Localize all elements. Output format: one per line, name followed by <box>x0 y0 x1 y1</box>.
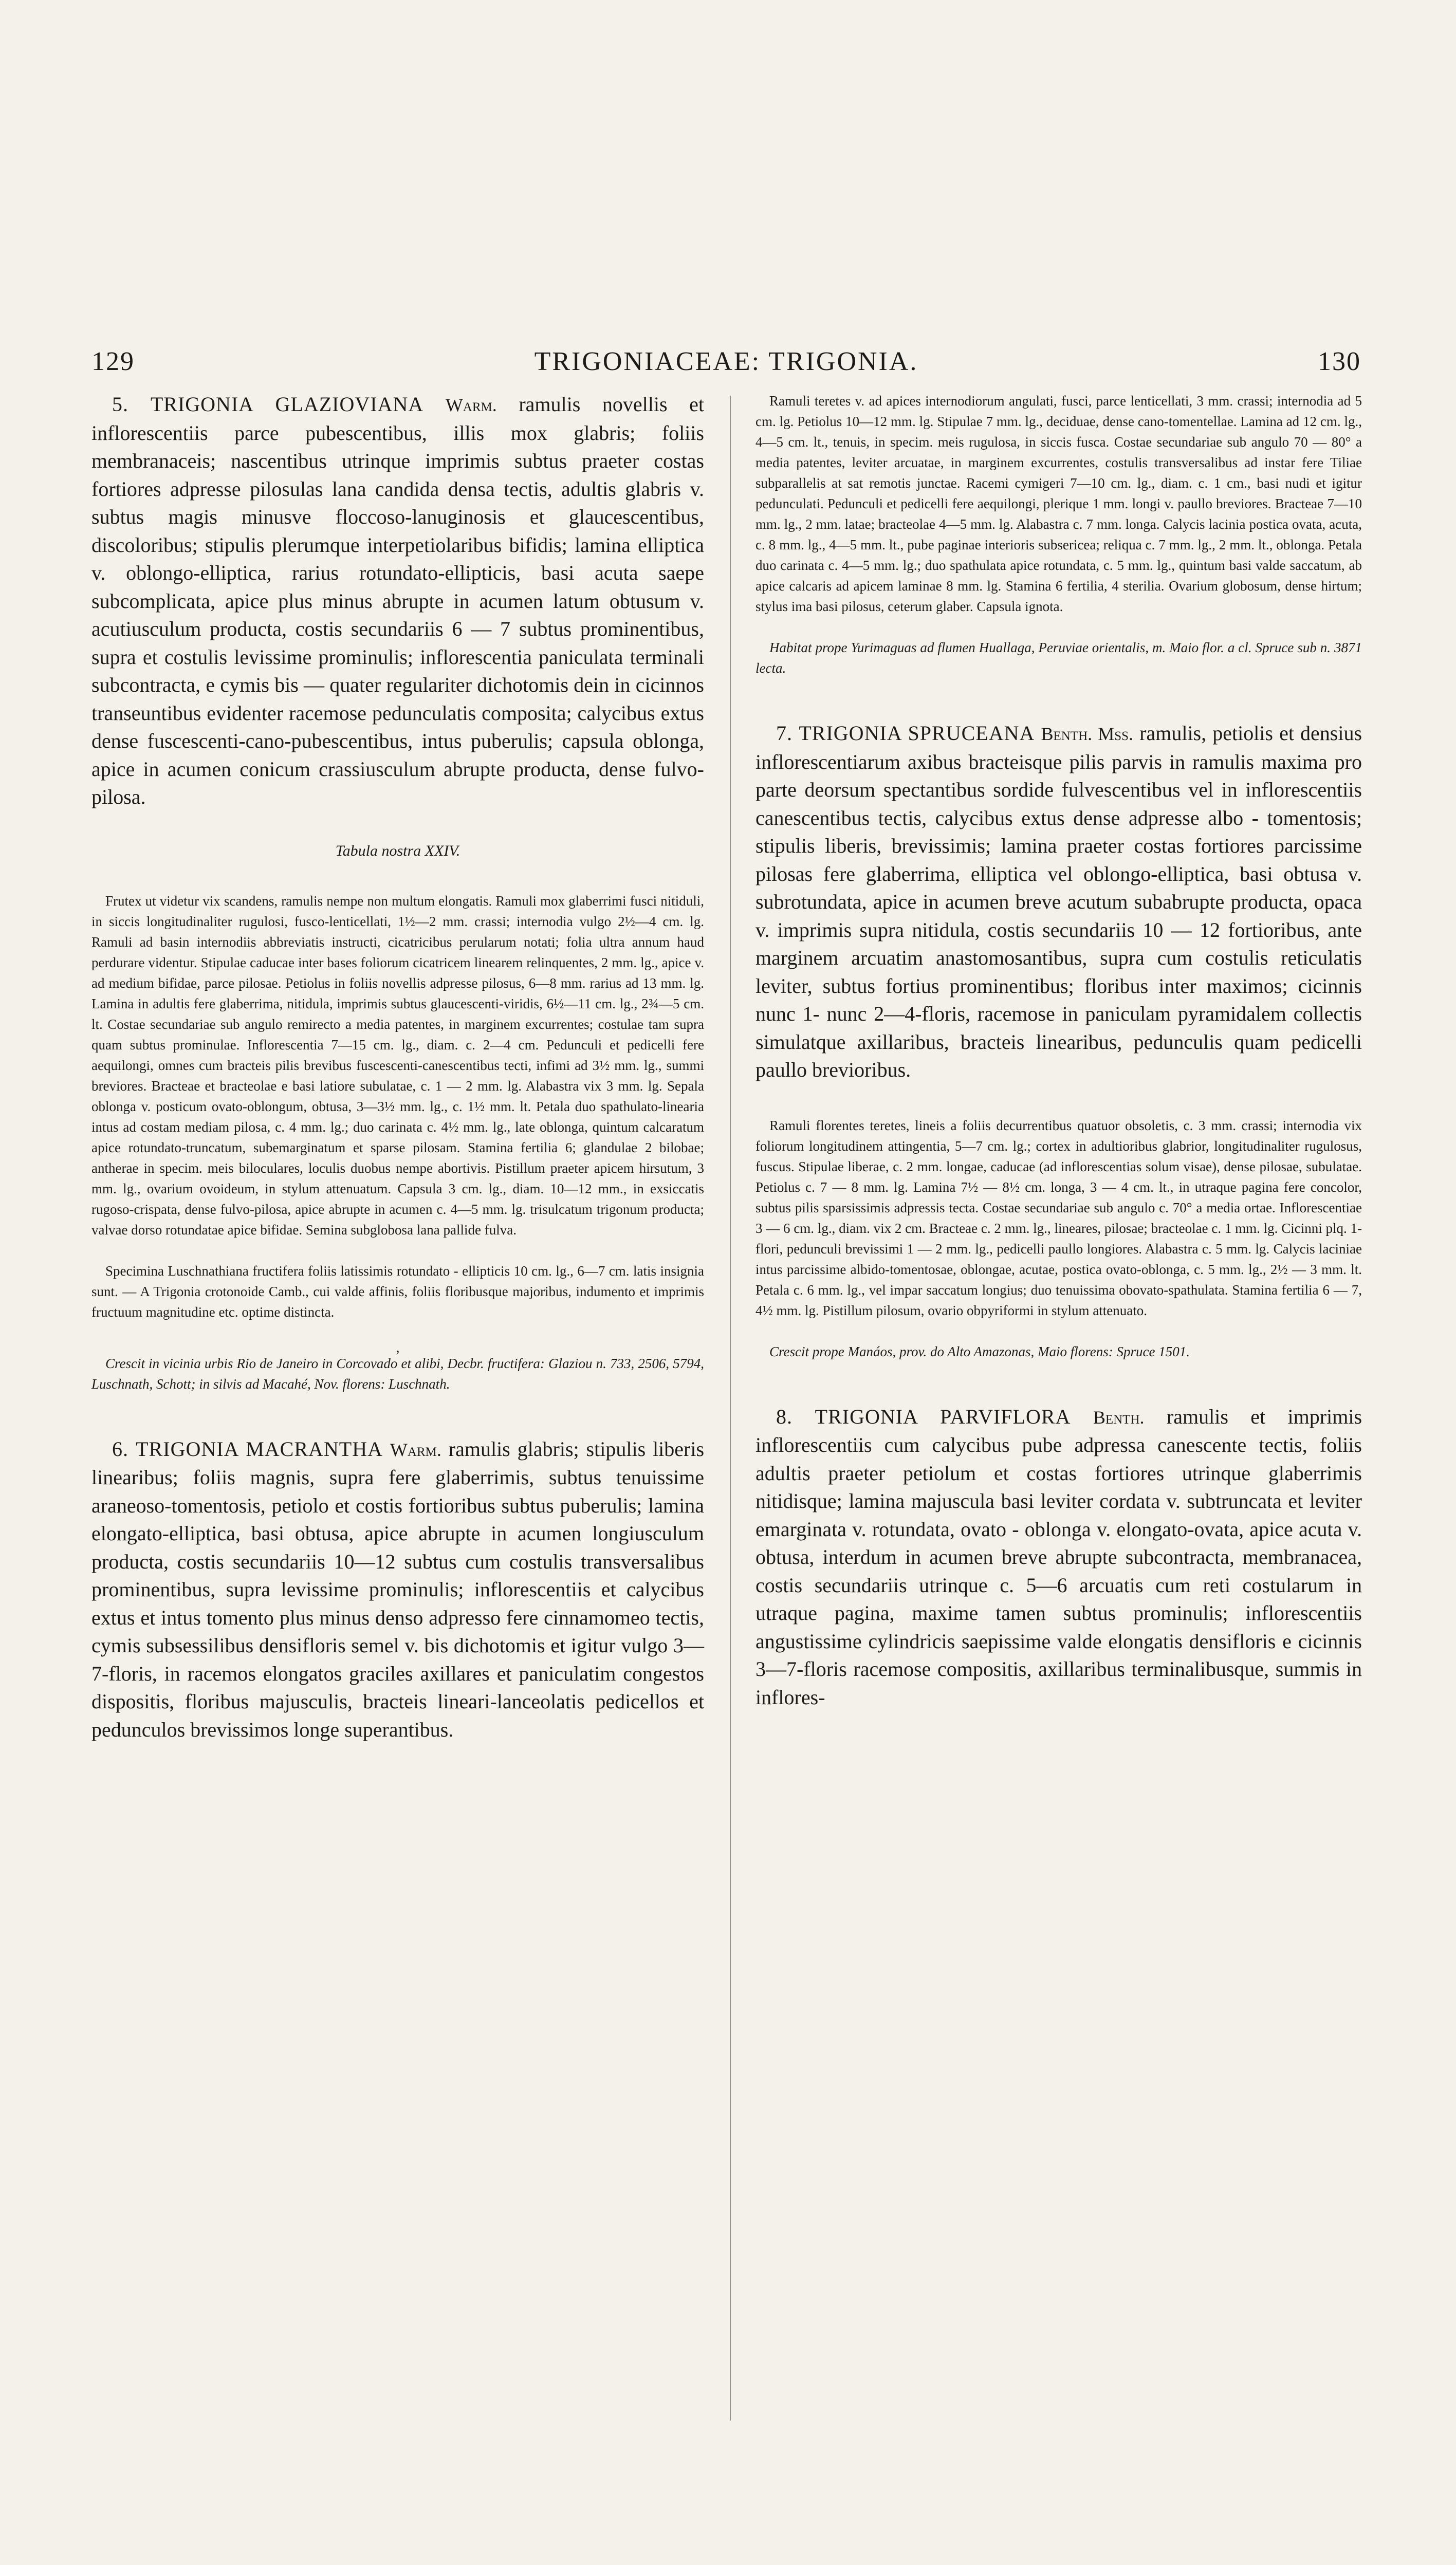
running-header <box>91 343 1361 379</box>
species-5-habitat: Crescit in vicinia urbis Rio de Janeiro in Corcovado et alibi, Decbr. fructifera: Glaziou n. 733, 2506, 5794, Luschnath, Schott; in silvis ad Macahé, Nov. florens: Luschnath. <box>91 1355 704 1392</box>
species-8-diagnosis-block <box>755 1403 1362 1712</box>
species-5-diagnosis: ramulis novellis et inflorescentiis parce pubescentibus, illis mox glabris; foliis membranaceis; nascentibus utrinque imprimis subtus praeter costas fortiores adpresse pilosulas lana candida densa tectis, adultis glabris v. subtus magis minusve floccoso-lanuginosis et glaucescentibus, discoloribus; stipulis plerumque interpetiolaribus bifidis; lamina elliptica v. oblongo-elliptica, rarius rotundato-ellipticis, basi acuta saepe subcomplicata, apice plus minus abrupte in acumen latum obtusum v. acutiusculum producta, costis secundariis 6 — 7 subtus prominentibus, supra et costulis levissime prominulis; inflorescentia paniculata terminali subcontracta, e cymis bis — quater regulariter dichotomis dein in cicinnos transeuntibus evidenter racemose pedunculatis composita; calycibus extus dense fuscescenti-cano-pubescentibus, intus puberulis; capsula oblonga, apice in acumen conicum crassiusculum abrupte producta, dense fulvo-pilosa. <box>91 393 705 808</box>
species-7-habitat: Crescit prope Manáos, prov. do Alto Amazonas, Maio florens: Spruce 1501. <box>769 1343 1190 1359</box>
species-7-diagnosis-block <box>755 719 1362 1084</box>
right-column <box>755 391 1362 1711</box>
species-8-diagnosis: ramulis et imprimis inflorescentiis cum calycibus pube adpressa canescente tectis, foliis adultis praeter petiolum et costas fortiores utrinque glaberrimis nitidisque; lamina majuscula basi leviter cordata v. subtruncata et leviter emarginata v. rotundata, ovato - oblonga v. elongato-ovata, apice acuta v. obtusa, interdum in acumen breve abrupte subcontracta, membranacea, costis secundariis utrinque c. 5—6 arcuatis cum reti costularum in utraque pagina, maxime tamen subtus prominulis; inflorescentiis angustissime cylindricis saepissime valde elongatis densifloris e cicinnis 3—7-floris racemose compositis, axillaribus terminalibusque, summis in inflores- <box>755 1405 1362 1709</box>
page-number-right: 130 <box>1317 346 1361 376</box>
separator-mark: , <box>396 1339 400 1356</box>
species-8-author: Benth. <box>1093 1407 1145 1428</box>
species-5-specimina: Specimina Luschnathiana fructifera foliis latissimis rotundato - ellipticis 10 cm. lg., 6—7 cm. latis insignia sunt. — A Trigonia crotonoide Camb., cui valde affinis, foliis floribusque majoribus, indumento et imprimis fructuum magnitudine etc. optime distincta. <box>91 1263 704 1320</box>
species-6-habitat: Habitat prope Yurimaguas ad flumen Huallaga, Peruviae orientalis, m. Maio flor. a cl. Spruce sub n. 3871 lecta. <box>755 640 1362 676</box>
species-5-description: Frutex ut videtur vix scandens, ramulis nempe non multum elongatis. Ramuli mox glaberrimi fusci nitiduli, in siccis longitudinaliter rugulosi, fusco-lenticellati, 1½—2 mm. crassi; internodia vulgo 2½—4 cm. lg. Ramuli ad basin internodiis abbreviatis instructi, cicatricibus perularum notati; folia ultra annum haud perdurare videntur. Stipulae caducae inter bases foliorum cicatricem linearem relinquentes, 2 mm. lg., apice v. ad medium bifidae, parce pilosae. Petiolus in foliis novellis adpresse pilosus, 6—8 mm. rarius ad 13 mm. lg. Lamina in adultis fere glaberrima, nitidula, imprimis subtus glaucescenti-viridis, 6½—11 cm. lg., 2¾—5 cm. lt. Costae secundariae sub angulo remirecto a media patentes, in marginem excurrentes; costulae tam supra quam subtus prominulae. Inflorescentia 7—15 cm. lg., diam. c. 2—4 cm. Pedunculi et pedicelli fere aequilongi, omnes cum bracteis pilis brevibus fuscescenti-canescentibus tecti, infimi ad 3½ mm. lg., summi breviores. Bracteae et bracteolae e basi latiore subulatae, c. 1 — 2 mm. lg. Alabastra vix 3 mm. lg. Sepala oblonga v. posticum ovato-oblongum, obtusa, 3—3½ mm. lg., c. 1½ mm. lt. Petala duo spathulato-linearia intus ad costam mediam pilosa, c. 4 mm. lg.; duo carinata c. 4½ mm. lg., late oblonga, quintum calcaratum apice rotundato-truncatum, subemarginatum et sparse pilosam. Stamina fertilia 6; glandulae 2 bilobae; antherae in specim. meis biloculares, loculis duobus nempe abortivis. Pistillum praeter apicem hirsutum, 3 mm. lg., ovarium ovoideum, in stylum attenuatum. Capsula 3 cm. lg., diam. 10—12 mm., in exsiccatis rugoso-crispata, dense fulvo-pilosa, apice abrupte in acumen c. 4—5 mm. lg. trisulcatum trigonum producta; valvae dorso rotundatae apice bifidae. Semina subglobosa lana pallide fulva. <box>91 893 704 1238</box>
species-7-name: 7. TRIGONIA SPRUCEANA <box>776 722 1035 745</box>
species-5-name: 5. TRIGONIA GLAZIOVIANA <box>112 393 424 416</box>
page-number-left: 129 <box>91 346 135 376</box>
running-title: TRIGONIACEAE: TRIGONIA. <box>534 346 918 376</box>
species-6-diagnosis: ramulis glabris; stipulis liberis linearibus; foliis magnis, supra fere glaberrimis, subtus tenuissime araneoso-tomentosis, petiolo et costis fortioribus subtus puberulis; lamina elongato-elliptica, basi obtusa, apice abrupte in acumen longiusculum producta, costis secundariis 10—12 subtus cum costulis transversalibus prominentibus, supra levissime prominulis; inflorescentiis et calycibus extus et intus tomento plus minus denso adpresso fere cinnamomeo tectis, cymis subsessilibus densifloris semel v. bis dichotomis et igitur vulgo 3—7-floris, in racemos elongatos graciles axillares et paniculatim congestos dispositis, floribus majusculis, bracteis lineari-lanceolatis pedicellos et pedunculos brevissimos longe superantibus. <box>91 1437 705 1741</box>
left-column <box>91 391 704 1744</box>
species-8-name: 8. TRIGONIA PARVIFLORA <box>776 1405 1071 1428</box>
column-divider <box>730 396 731 2421</box>
species-6-name: 6. TRIGONIA MACRANTHA <box>112 1437 383 1461</box>
plate-reference: Tabula nostra XXIV. <box>335 842 460 859</box>
species-7-description: Ramuli florentes teretes, lineis a foliis decurrentibus quatuor obsoletis, c. 3 mm. crassi; internodia vix foliorum longitudinem attingentia, 5—7 cm. lg.; cortex in adultioribus glabrior, longitudinaliter rugulosus, fuscus. Stipulae liberae, c. 2 mm. longae, caducae (ad inflorescentias solum visae), dense pilosae, subulatae. Petiolus c. 7 — 8 mm. lg. Lamina 7½ — 8½ cm. longa, 3 — 4 cm. lt., in utraque pagina fere concolor, subtus pilis sparsissimis adpressis tecta. Costae secundariae sub angulo c. 70° a media ortae. Inflorescentiae 3 — 6 cm. lg., diam. vix 2 cm. Bracteae c. 2 mm. lg., lineares, pilosae; bracteolae c. 1 mm. lg. Cicinni plq. 1-flori, pedunculi brevissimi 1 — 2 mm. lg., pedicelli paullo longiores. Alabastra c. 5 mm. lg. Calycis laciniae intus parcissime albido-tomentosae, oblongae, acutae, postica ovato-oblonga, c. 5 mm. lg., 2½ — 3 mm. lt. Petala c. 6 mm. lg., vel impar saccatum longius; duo tenuissima obovato-spathulata. Stamina fertilia 6 — 7, 4½ mm. lg. Pistillum pilosum, ovario obpyriformi in stylum attenuato. <box>755 1117 1362 1318</box>
species-5-author: Warm. <box>445 395 497 415</box>
species-6-author: Warm. <box>390 1439 441 1460</box>
species-5-diagnosis-block <box>91 391 704 811</box>
species-7-author: Benth. Mss. <box>1041 724 1134 744</box>
species-6-description: Ramuli teretes v. ad apices internodiorum angulati, fusci, parce lenticellati, 3 mm. crassi; internodia ad 5 cm. lg. Petiolus 10—12 mm. lg. Stipulae 7 mm. lg., deciduae, dense cano-tomentellae. Lamina ad 12 cm. lg., 4—5 cm. lt., tenuis, in specim. meis rugulosa, in siccis fusca. Costae secundariae sub angulo 70 — 80° a media patentes, leviter arcuatae, in marginem excurrentes, costulis transversalibus ad instar fere Tiliae subparallelis at sat remotis junctae. Racemi cymigeri 7—10 cm. lg., diam. c. 1 cm., basi nudi et igitur pedunculati. Pedunculi et pedicelli fere aequilongi, plerique 1 mm. longi v. paullo breviores. Bracteae 7—10 mm. lg., 2 mm. latae; bracteolae 4—5 mm. lg. Alabastra c. 7 mm. longa. Calycis lacinia postica ovata, acuta, c. 8 mm. lg., 4—5 mm. lt., pube paginae interioris subsericea; reliqua c. 7 mm. lg., 2 mm. lt., oblonga. Petala duo carinata c. 4—5 mm. lg.; duo spathulata apice rotundata, c. 5 mm. lg., quintum basi valde saccatum, ab apice calcaris ad apicem laminae 8 mm. lg. Stamina 6 fertilia, 4 sterilia. Ovarium globosum, dense hirtum; stylus ima basi pilosus, ceterum glaber. Capsula ignota. <box>755 393 1362 614</box>
species-7-diagnosis: ramulis, petiolis et densius inflorescentiarum axibus bracteisque pilis parvis in ramulis maxima pro parte deorsum spectantibus sordide fulvescentibus vel in inflorescentiis canescentibus tectis, calycibus extus dense adpresse albo - tomentosis; stipulis liberis, brevissimis; lamina praeter costas fortiores parcissime pilosas fere glaberrima, elliptica vel oblongo-elliptica, basi obtusa v. subrotundata, apice in acumen breve acutum subabrupte producta, opaca v. imprimis supra nitidula, costis secundariis 10 — 12 fortioribus, ante marginem arcuatim anastomosantibus, supra cum costulis reticulatis leviter, subtus fortius prominentibus; floribus inter maximos; cicinnis nunc 1- nunc 2—4-floris, racemose in paniculam pyramidalem collectis simulatque axillaribus, bracteis linearibus, pedunculis quam pedicelli paullo brevioribus. <box>755 722 1362 1081</box>
species-6-diagnosis-block <box>91 1435 704 1744</box>
